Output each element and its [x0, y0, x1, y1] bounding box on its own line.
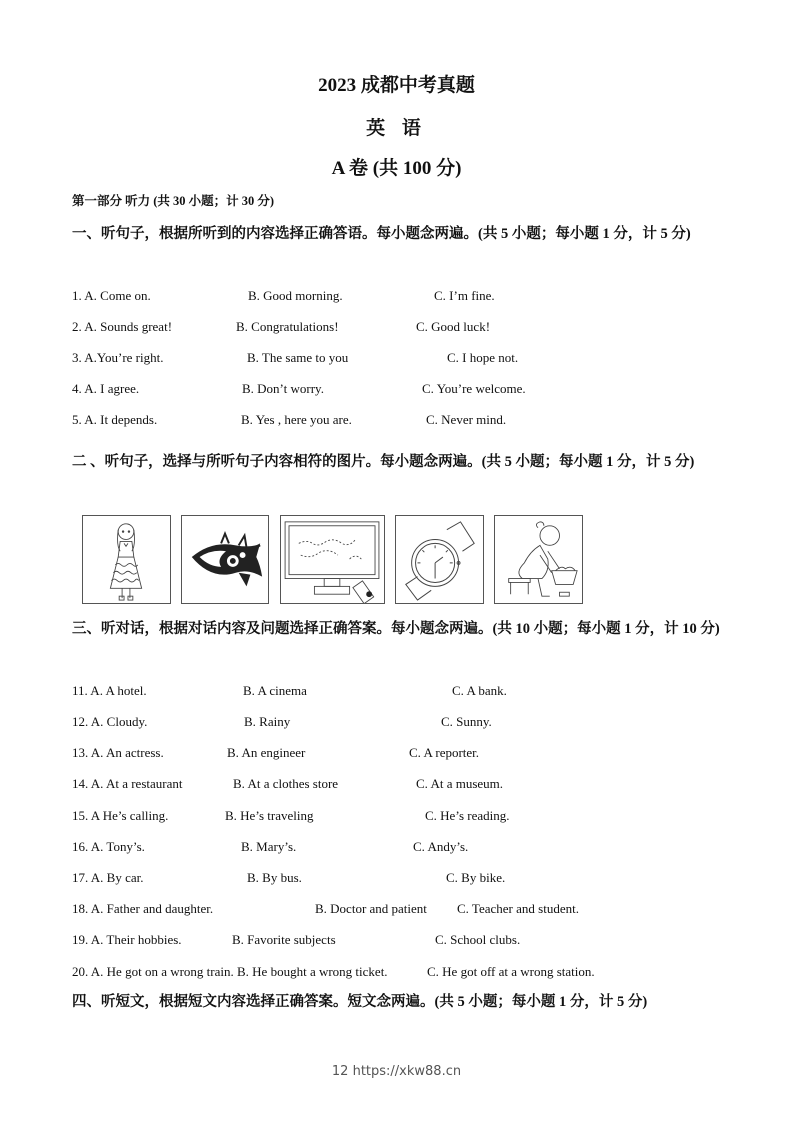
option-b: B. Good morning.	[248, 288, 343, 303]
option-b: B. He’s traveling	[225, 808, 314, 823]
section2-heading: 二 、听句子，选择与所听句子内容相符的图片。每小题念两遍。(共 5 小题；每小题 1 分，计 5 分)	[72, 454, 695, 470]
option-b: B. Rainy	[244, 714, 291, 729]
wristwatch-icon	[396, 516, 483, 603]
option-a: 12. A. Cloudy.	[72, 714, 148, 729]
option-a: 4. A. I agree.	[72, 381, 140, 396]
option-c: C. I’m fine.	[434, 288, 495, 303]
option-c: C. By bike.	[446, 870, 506, 885]
option-b: B. At a clothes store	[233, 776, 339, 791]
tv-map-remote-icon	[281, 516, 384, 603]
option-b: B. Doctor and patient	[315, 901, 427, 916]
option-b: B. Yes , here you are.	[241, 412, 352, 427]
option-b: B. Don’t worry.	[242, 381, 324, 396]
option-a: 13. A. An actress.	[72, 745, 164, 760]
option-c: C. I hope not.	[447, 350, 519, 365]
section1-heading: 一、听句子，根据所听到的内容选择正确答语。每小题念两遍。(共 5 小题；每小题 1 分，计 5 分)	[72, 226, 691, 242]
picture-4	[395, 515, 484, 604]
option-a: 2. A. Sounds great!	[72, 319, 173, 334]
part1-label: 第一部分 听力 (共 30 小题；计 30 分)	[72, 194, 275, 208]
option-b: B. A cinema	[243, 683, 307, 698]
option-a: 11. A. A hotel.	[72, 683, 147, 698]
subject-title: 英 语	[366, 118, 427, 139]
option-c: C. A bank.	[452, 683, 507, 698]
option-c: C. A reporter.	[409, 745, 480, 760]
paper-cut-fish-icon	[182, 516, 268, 603]
option-a: 5. A. It depends.	[72, 412, 158, 427]
picture-5	[494, 515, 583, 604]
option-c: C. Never mind.	[426, 412, 507, 427]
option-c: C. School clubs.	[435, 932, 521, 947]
option-b: B. The same to you	[247, 350, 349, 365]
option-b: B. He bought a wrong ticket.	[237, 964, 388, 979]
option-c: C. Andy’s.	[413, 839, 469, 854]
option-a: 1. A. Come on.	[72, 288, 151, 303]
option-a: 20. A. He got on a wrong train.	[72, 964, 234, 979]
section4-heading: 四、听短文，根据短文内容选择正确答案。短文念两遍。(共 5 小题；每小题 1 分，计 5 分)	[72, 994, 648, 1010]
option-c: C. At a museum.	[416, 776, 504, 791]
page-footer: 12 https://xkw88.cn	[331, 1064, 462, 1079]
option-a: 17. A. By car.	[72, 870, 144, 885]
option-b: B. An engineer	[227, 745, 306, 760]
paper-title: A 卷 (共 100 分)	[331, 158, 462, 179]
exam-title: 2023 成都中考真题	[318, 75, 475, 96]
option-b: B. Congratulations!	[236, 319, 339, 334]
option-c: C. He got off at a wrong station.	[427, 964, 595, 979]
option-c: C. Teacher and student.	[457, 901, 579, 916]
girl-washing-clothes-icon	[495, 516, 582, 603]
section3-heading: 三、听对话，根据对话内容及问题选择正确答案。每小题念两遍。(共 10 小题；每小题 1 分，计 10 分)	[72, 621, 720, 637]
picture-1	[82, 515, 171, 604]
option-b: B. By bus.	[247, 870, 302, 885]
option-a: 3. A.You’re right.	[72, 350, 164, 365]
option-b: B. Mary’s.	[241, 839, 297, 854]
option-c: C. Sunny.	[441, 714, 492, 729]
girl-in-dress-icon	[83, 516, 170, 603]
option-a: 14. A. At a restaurant	[72, 776, 183, 791]
picture-3	[280, 515, 385, 604]
option-c: C. He’s reading.	[425, 808, 510, 823]
option-a: 19. A. Their hobbies.	[72, 932, 182, 947]
option-a: 16. A. Tony’s.	[72, 839, 145, 854]
option-b: B. Favorite subjects	[232, 932, 336, 947]
option-a: 15. A He’s calling.	[72, 808, 169, 823]
option-c: C. Good luck!	[416, 319, 491, 334]
option-a: 18. A. Father and daughter.	[72, 901, 214, 916]
picture-2	[181, 515, 269, 604]
option-c: C. You’re welcome.	[422, 381, 526, 396]
